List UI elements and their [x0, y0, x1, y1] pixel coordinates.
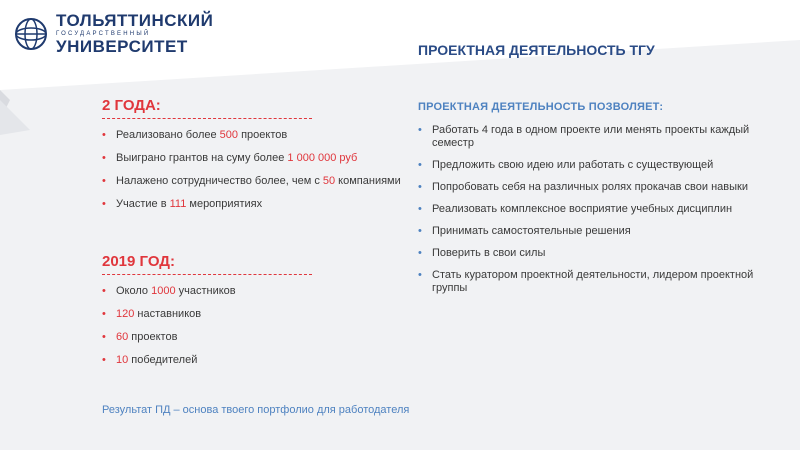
- item-text: проектов: [238, 129, 288, 141]
- list-item: [102, 354, 402, 367]
- section-heading: 2019 ГОД:: [102, 253, 175, 270]
- highlight-value: 120: [116, 308, 135, 320]
- highlight-value: 60: [116, 331, 129, 343]
- list-item: [102, 198, 402, 211]
- benefits-section: [418, 101, 788, 304]
- item-text: Реализовано более: [116, 129, 220, 141]
- list-item: [102, 152, 402, 165]
- item-text: наставников: [134, 308, 202, 320]
- item-text: Участие в: [116, 198, 170, 210]
- highlight-value: 1000: [151, 285, 176, 297]
- achievements-list: [102, 129, 402, 211]
- highlight-value: 50: [322, 175, 336, 187]
- benefit-item: • Работать 4 года в одном проекте или менять проекты каждый семестр: [418, 124, 788, 150]
- benefit-item: • Стать куратором проектной деятельности, лидером проектной группы: [418, 269, 788, 295]
- highlight-value: 1 000 000 руб: [287, 152, 358, 164]
- globe-logo-icon: [14, 17, 48, 51]
- list-item: [102, 175, 402, 188]
- list-item: [102, 285, 402, 298]
- benefits-list: [418, 124, 788, 295]
- list-item: [102, 331, 402, 344]
- item-text: проектов: [128, 331, 178, 343]
- logo-line-1: ТОЛЬЯТТИНСКИЙ: [56, 11, 214, 30]
- list-item: [102, 308, 402, 321]
- item-text: мероприятиях: [186, 198, 263, 210]
- stats-2019-list: [102, 285, 402, 367]
- benefits-heading: ПРОЕКТНАЯ ДЕЯТЕЛЬНОСТЬ ПОЗВОЛЯЕТ:: [418, 101, 664, 113]
- highlight-value: 111: [169, 198, 187, 210]
- benefit-item: • Предложить свою идею или работать с существующей: [418, 159, 788, 172]
- dashed-divider: [102, 118, 312, 119]
- item-text: Около: [116, 285, 152, 297]
- section-2019: [102, 253, 402, 377]
- benefit-item: • Попробовать себя на различных ролях прокачав свои навыки: [418, 181, 788, 194]
- logo-line-3: УНИВЕРСИТЕТ: [56, 37, 188, 56]
- dashed-divider: [102, 274, 312, 275]
- section-heading: 2 ГОДА:: [102, 97, 161, 114]
- benefit-item: • Поверить в свои силы: [418, 247, 788, 260]
- item-text: компаниями: [335, 175, 401, 187]
- benefit-item: • Реализовать комплексное восприятие учебных дисциплин: [418, 203, 788, 216]
- highlight-value: 500: [219, 129, 239, 141]
- university-logo: [14, 12, 213, 55]
- item-text: Налажено сотрудничество более, чем с: [116, 175, 323, 187]
- item-text: Выиграно грантов на суму более: [116, 152, 288, 164]
- list-item: [102, 129, 402, 142]
- page-title: ПРОЕКТНАЯ ДЕЯТЕЛЬНОСТЬ ТГУ: [418, 42, 655, 58]
- section-2-years: [102, 97, 402, 221]
- item-text: участников: [175, 285, 236, 297]
- footer-note: Результат ПД – основа твоего портфолио для работодателя: [102, 404, 410, 416]
- item-text: победителей: [128, 354, 198, 366]
- logo-line-2: ГОСУДАРСТВЕННЫЙ: [56, 31, 151, 37]
- highlight-value: 10: [116, 354, 129, 366]
- benefit-item: • Принимать самостоятельные решения: [418, 225, 788, 238]
